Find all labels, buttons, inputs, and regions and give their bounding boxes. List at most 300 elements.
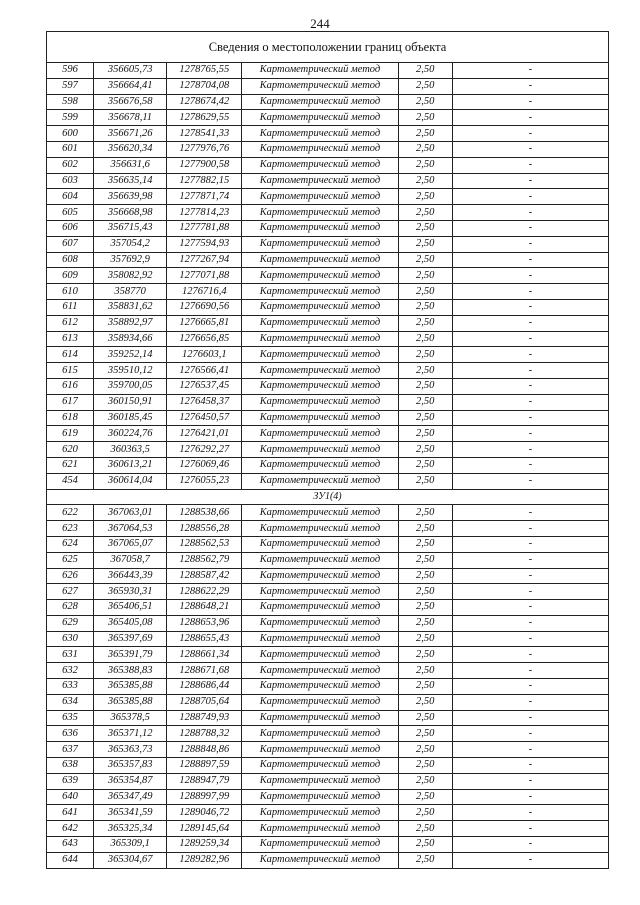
accuracy-cell: 2,50 xyxy=(398,600,452,616)
x-coordinate-cell: 365354,87 xyxy=(94,773,167,789)
x-coordinate-cell: 356631,6 xyxy=(94,157,167,173)
description-cell: - xyxy=(452,742,608,758)
x-coordinate-cell: 356664,41 xyxy=(94,78,167,94)
accuracy-cell: 2,50 xyxy=(398,252,452,268)
table-row xyxy=(47,426,609,442)
method-cell: Картометрический метод xyxy=(242,173,398,189)
y-coordinate-cell: 1288997,99 xyxy=(167,789,242,805)
accuracy-cell: 2,50 xyxy=(398,821,452,837)
method-cell: Картометрический метод xyxy=(242,584,398,600)
table-row xyxy=(47,315,609,331)
x-coordinate-cell: 365309,1 xyxy=(94,837,167,853)
description-cell: - xyxy=(452,220,608,236)
point-number-cell: 641 xyxy=(47,805,94,821)
method-cell: Картометрический метод xyxy=(242,189,398,205)
description-cell: - xyxy=(452,236,608,252)
description-cell: - xyxy=(452,63,608,79)
point-number-cell: 629 xyxy=(47,615,94,631)
x-coordinate-cell: 356678,11 xyxy=(94,110,167,126)
table-row xyxy=(47,536,609,552)
accuracy-cell: 2,50 xyxy=(398,521,452,537)
y-coordinate-cell: 1288705,64 xyxy=(167,694,242,710)
point-number-cell: 619 xyxy=(47,426,94,442)
point-number-cell: 610 xyxy=(47,284,94,300)
description-cell: - xyxy=(452,805,608,821)
method-cell: Картометрический метод xyxy=(242,536,398,552)
y-coordinate-cell: 1289145,64 xyxy=(167,821,242,837)
x-coordinate-cell: 365357,83 xyxy=(94,758,167,774)
table-row xyxy=(47,789,609,805)
table-row xyxy=(47,837,609,853)
method-cell: Картометрический метод xyxy=(242,236,398,252)
x-coordinate-cell: 365363,73 xyxy=(94,742,167,758)
table-row xyxy=(47,821,609,837)
method-cell: Картометрический метод xyxy=(242,394,398,410)
table-row xyxy=(47,126,609,142)
method-cell: Картометрический метод xyxy=(242,157,398,173)
description-cell: - xyxy=(452,631,608,647)
method-cell: Картометрический метод xyxy=(242,773,398,789)
description-cell: - xyxy=(452,347,608,363)
method-cell: Картометрический метод xyxy=(242,647,398,663)
accuracy-cell: 2,50 xyxy=(398,157,452,173)
point-number-cell: 609 xyxy=(47,268,94,284)
point-number-cell: 597 xyxy=(47,78,94,94)
method-cell: Картометрический метод xyxy=(242,726,398,742)
point-number-cell: 638 xyxy=(47,758,94,774)
y-coordinate-cell: 1276690,56 xyxy=(167,299,242,315)
table-row xyxy=(47,505,609,521)
method-cell: Картометрический метод xyxy=(242,141,398,157)
accuracy-cell: 2,50 xyxy=(398,536,452,552)
x-coordinate-cell: 365371,12 xyxy=(94,726,167,742)
accuracy-cell: 2,50 xyxy=(398,94,452,110)
point-number-cell: 623 xyxy=(47,521,94,537)
x-coordinate-cell: 360614,04 xyxy=(94,473,167,489)
method-cell: Картометрический метод xyxy=(242,805,398,821)
x-coordinate-cell: 356668,98 xyxy=(94,205,167,221)
accuracy-cell: 2,50 xyxy=(398,615,452,631)
section-row xyxy=(47,489,609,505)
table-row xyxy=(47,347,609,363)
y-coordinate-cell: 1277267,94 xyxy=(167,252,242,268)
description-cell: - xyxy=(452,473,608,489)
page-number: 244 xyxy=(310,16,330,31)
description-cell: - xyxy=(452,821,608,837)
point-number-cell: 616 xyxy=(47,378,94,394)
accuracy-cell: 2,50 xyxy=(398,347,452,363)
point-number-cell: 601 xyxy=(47,141,94,157)
y-coordinate-cell: 1288562,53 xyxy=(167,536,242,552)
accuracy-cell: 2,50 xyxy=(398,710,452,726)
accuracy-cell: 2,50 xyxy=(398,647,452,663)
point-number-cell: 621 xyxy=(47,457,94,473)
boundary-coordinates-table xyxy=(46,31,609,869)
point-number-cell: 604 xyxy=(47,189,94,205)
y-coordinate-cell: 1276069,46 xyxy=(167,457,242,473)
table-row xyxy=(47,173,609,189)
accuracy-cell: 2,50 xyxy=(398,505,452,521)
method-cell: Картометрический метод xyxy=(242,78,398,94)
x-coordinate-cell: 358770 xyxy=(94,284,167,300)
description-cell: - xyxy=(452,758,608,774)
y-coordinate-cell: 1288556,28 xyxy=(167,521,242,537)
method-cell: Картометрический метод xyxy=(242,600,398,616)
table-header-row xyxy=(47,32,609,63)
accuracy-cell: 2,50 xyxy=(398,394,452,410)
x-coordinate-cell: 357054,2 xyxy=(94,236,167,252)
description-cell: - xyxy=(452,315,608,331)
x-coordinate-cell: 356635,14 xyxy=(94,173,167,189)
method-cell: Картометрический метод xyxy=(242,615,398,631)
method-cell: Картометрический метод xyxy=(242,821,398,837)
description-cell: - xyxy=(452,299,608,315)
x-coordinate-cell: 359252,14 xyxy=(94,347,167,363)
point-number-cell: 598 xyxy=(47,94,94,110)
method-cell: Картометрический метод xyxy=(242,852,398,868)
accuracy-cell: 2,50 xyxy=(398,78,452,94)
point-number-cell: 599 xyxy=(47,110,94,126)
x-coordinate-cell: 356639,98 xyxy=(94,189,167,205)
description-cell: - xyxy=(452,410,608,426)
accuracy-cell: 2,50 xyxy=(398,378,452,394)
x-coordinate-cell: 365347,49 xyxy=(94,789,167,805)
accuracy-cell: 2,50 xyxy=(398,742,452,758)
y-coordinate-cell: 1288897,59 xyxy=(167,758,242,774)
method-cell: Картометрический метод xyxy=(242,378,398,394)
accuracy-cell: 2,50 xyxy=(398,758,452,774)
description-cell: - xyxy=(452,837,608,853)
description-cell: - xyxy=(452,141,608,157)
method-cell: Картометрический метод xyxy=(242,410,398,426)
accuracy-cell: 2,50 xyxy=(398,315,452,331)
method-cell: Картометрический метод xyxy=(242,268,398,284)
y-coordinate-cell: 1276603,1 xyxy=(167,347,242,363)
x-coordinate-cell: 365406,51 xyxy=(94,600,167,616)
description-cell: - xyxy=(452,331,608,347)
y-coordinate-cell: 1289259,34 xyxy=(167,837,242,853)
x-coordinate-cell: 356715,43 xyxy=(94,220,167,236)
point-number-cell: 631 xyxy=(47,647,94,663)
y-coordinate-cell: 1288848,86 xyxy=(167,742,242,758)
method-cell: Картометрический метод xyxy=(242,331,398,347)
point-number-cell: 626 xyxy=(47,568,94,584)
accuracy-cell: 2,50 xyxy=(398,837,452,853)
description-cell: - xyxy=(452,505,608,521)
table-row xyxy=(47,331,609,347)
description-cell: - xyxy=(452,173,608,189)
table-row xyxy=(47,268,609,284)
table-row xyxy=(47,141,609,157)
table-row xyxy=(47,647,609,663)
method-cell: Картометрический метод xyxy=(242,505,398,521)
table-row xyxy=(47,679,609,695)
y-coordinate-cell: 1289046,72 xyxy=(167,805,242,821)
x-coordinate-cell: 357692,9 xyxy=(94,252,167,268)
method-cell: Картометрический метод xyxy=(242,521,398,537)
point-number-cell: 596 xyxy=(47,63,94,79)
method-cell: Картометрический метод xyxy=(242,552,398,568)
point-number-cell: 637 xyxy=(47,742,94,758)
accuracy-cell: 2,50 xyxy=(398,205,452,221)
table-row xyxy=(47,284,609,300)
y-coordinate-cell: 1278629,55 xyxy=(167,110,242,126)
table-row xyxy=(47,363,609,379)
table-row xyxy=(47,805,609,821)
y-coordinate-cell: 1276421,01 xyxy=(167,426,242,442)
point-number-cell: 603 xyxy=(47,173,94,189)
y-coordinate-cell: 1277594,93 xyxy=(167,236,242,252)
table-row xyxy=(47,663,609,679)
accuracy-cell: 2,50 xyxy=(398,331,452,347)
point-number-cell: 624 xyxy=(47,536,94,552)
x-coordinate-cell: 365325,34 xyxy=(94,821,167,837)
table-row xyxy=(47,631,609,647)
method-cell: Картометрический метод xyxy=(242,694,398,710)
x-coordinate-cell: 365405,08 xyxy=(94,615,167,631)
table-row xyxy=(47,521,609,537)
table-row xyxy=(47,473,609,489)
table-row xyxy=(47,742,609,758)
point-number-cell: 602 xyxy=(47,157,94,173)
description-cell: - xyxy=(452,600,608,616)
y-coordinate-cell: 1288686,44 xyxy=(167,679,242,695)
method-cell: Картометрический метод xyxy=(242,758,398,774)
table-row xyxy=(47,189,609,205)
description-cell: - xyxy=(452,663,608,679)
table-row xyxy=(47,78,609,94)
x-coordinate-cell: 365385,88 xyxy=(94,679,167,695)
point-number-cell: 633 xyxy=(47,679,94,695)
accuracy-cell: 2,50 xyxy=(398,773,452,789)
accuracy-cell: 2,50 xyxy=(398,63,452,79)
description-cell: - xyxy=(452,726,608,742)
x-coordinate-cell: 360185,45 xyxy=(94,410,167,426)
point-number-cell: 643 xyxy=(47,837,94,853)
description-cell: - xyxy=(452,615,608,631)
x-coordinate-cell: 367064,53 xyxy=(94,521,167,537)
y-coordinate-cell: 1276665,81 xyxy=(167,315,242,331)
y-coordinate-cell: 1277071,88 xyxy=(167,268,242,284)
method-cell: Картометрический метод xyxy=(242,473,398,489)
accuracy-cell: 2,50 xyxy=(398,126,452,142)
table-row xyxy=(47,220,609,236)
description-cell: - xyxy=(452,773,608,789)
description-cell: - xyxy=(452,284,608,300)
table-row xyxy=(47,252,609,268)
accuracy-cell: 2,50 xyxy=(398,189,452,205)
accuracy-cell: 2,50 xyxy=(398,110,452,126)
table-row xyxy=(47,457,609,473)
table-row xyxy=(47,299,609,315)
description-cell: - xyxy=(452,552,608,568)
x-coordinate-cell: 356676,58 xyxy=(94,94,167,110)
point-number-cell: 612 xyxy=(47,315,94,331)
description-cell: - xyxy=(452,536,608,552)
table-row xyxy=(47,773,609,789)
description-cell: - xyxy=(452,426,608,442)
x-coordinate-cell: 356671,26 xyxy=(94,126,167,142)
section-label: ЗУ1(4) xyxy=(47,489,609,505)
description-cell: - xyxy=(452,378,608,394)
description-cell: - xyxy=(452,189,608,205)
y-coordinate-cell: 1289282,96 xyxy=(167,852,242,868)
y-coordinate-cell: 1288587,42 xyxy=(167,568,242,584)
y-coordinate-cell: 1288671,68 xyxy=(167,663,242,679)
table-row xyxy=(47,852,609,868)
description-cell: - xyxy=(452,521,608,537)
x-coordinate-cell: 365391,79 xyxy=(94,647,167,663)
method-cell: Картометрический метод xyxy=(242,347,398,363)
description-cell: - xyxy=(452,852,608,868)
description-cell: - xyxy=(452,568,608,584)
description-cell: - xyxy=(452,584,608,600)
point-number-cell: 635 xyxy=(47,710,94,726)
y-coordinate-cell: 1276656,85 xyxy=(167,331,242,347)
y-coordinate-cell: 1288788,32 xyxy=(167,726,242,742)
y-coordinate-cell: 1278541,33 xyxy=(167,126,242,142)
point-number-cell: 613 xyxy=(47,331,94,347)
x-coordinate-cell: 365341,59 xyxy=(94,805,167,821)
y-coordinate-cell: 1288648,21 xyxy=(167,600,242,616)
point-number-cell: 600 xyxy=(47,126,94,142)
x-coordinate-cell: 367063,01 xyxy=(94,505,167,521)
accuracy-cell: 2,50 xyxy=(398,426,452,442)
table-row xyxy=(47,205,609,221)
accuracy-cell: 2,50 xyxy=(398,236,452,252)
point-number-cell: 632 xyxy=(47,663,94,679)
y-coordinate-cell: 1278674,42 xyxy=(167,94,242,110)
point-number-cell: 617 xyxy=(47,394,94,410)
table-row xyxy=(47,410,609,426)
table-row xyxy=(47,552,609,568)
table-row xyxy=(47,726,609,742)
accuracy-cell: 2,50 xyxy=(398,631,452,647)
y-coordinate-cell: 1277900,58 xyxy=(167,157,242,173)
x-coordinate-cell: 359700,05 xyxy=(94,378,167,394)
x-coordinate-cell: 365385,88 xyxy=(94,694,167,710)
point-number-cell: 634 xyxy=(47,694,94,710)
table-title: Сведения о местоположении границ объекта xyxy=(47,32,609,63)
method-cell: Картометрический метод xyxy=(242,63,398,79)
y-coordinate-cell: 1288661,34 xyxy=(167,647,242,663)
description-cell: - xyxy=(452,205,608,221)
method-cell: Картометрический метод xyxy=(242,710,398,726)
table-row xyxy=(47,110,609,126)
method-cell: Картометрический метод xyxy=(242,742,398,758)
y-coordinate-cell: 1276055,23 xyxy=(167,473,242,489)
method-cell: Картометрический метод xyxy=(242,457,398,473)
description-cell: - xyxy=(452,694,608,710)
point-number-cell: 615 xyxy=(47,363,94,379)
x-coordinate-cell: 360150,91 xyxy=(94,394,167,410)
table-row xyxy=(47,584,609,600)
description-cell: - xyxy=(452,94,608,110)
x-coordinate-cell: 358831,62 xyxy=(94,299,167,315)
accuracy-cell: 2,50 xyxy=(398,726,452,742)
description-cell: - xyxy=(452,457,608,473)
description-cell: - xyxy=(452,647,608,663)
y-coordinate-cell: 1288947,79 xyxy=(167,773,242,789)
y-coordinate-cell: 1288562,79 xyxy=(167,552,242,568)
description-cell: - xyxy=(452,78,608,94)
accuracy-cell: 2,50 xyxy=(398,442,452,458)
y-coordinate-cell: 1277871,74 xyxy=(167,189,242,205)
method-cell: Картометрический метод xyxy=(242,426,398,442)
accuracy-cell: 2,50 xyxy=(398,852,452,868)
point-number-cell: 642 xyxy=(47,821,94,837)
table-row xyxy=(47,394,609,410)
x-coordinate-cell: 367058,7 xyxy=(94,552,167,568)
y-coordinate-cell: 1276450,57 xyxy=(167,410,242,426)
table-row xyxy=(47,378,609,394)
method-cell: Картометрический метод xyxy=(242,315,398,331)
point-number-cell: 628 xyxy=(47,600,94,616)
point-number-cell: 608 xyxy=(47,252,94,268)
method-cell: Картометрический метод xyxy=(242,679,398,695)
method-cell: Картометрический метод xyxy=(242,631,398,647)
method-cell: Картометрический метод xyxy=(242,220,398,236)
method-cell: Картометрический метод xyxy=(242,94,398,110)
accuracy-cell: 2,50 xyxy=(398,284,452,300)
y-coordinate-cell: 1288655,43 xyxy=(167,631,242,647)
method-cell: Картометрический метод xyxy=(242,442,398,458)
accuracy-cell: 2,50 xyxy=(398,363,452,379)
point-number-cell: 611 xyxy=(47,299,94,315)
x-coordinate-cell: 356605,73 xyxy=(94,63,167,79)
table-row xyxy=(47,236,609,252)
point-number-cell: 636 xyxy=(47,726,94,742)
description-cell: - xyxy=(452,710,608,726)
x-coordinate-cell: 366443,39 xyxy=(94,568,167,584)
y-coordinate-cell: 1276716,4 xyxy=(167,284,242,300)
x-coordinate-cell: 356620,34 xyxy=(94,141,167,157)
description-cell: - xyxy=(452,789,608,805)
y-coordinate-cell: 1277781,88 xyxy=(167,220,242,236)
table-row xyxy=(47,710,609,726)
boundary-table-frame xyxy=(46,31,609,869)
y-coordinate-cell: 1276292,27 xyxy=(167,442,242,458)
table-row xyxy=(47,694,609,710)
x-coordinate-cell: 360613,21 xyxy=(94,457,167,473)
description-cell: - xyxy=(452,442,608,458)
x-coordinate-cell: 358934,66 xyxy=(94,331,167,347)
y-coordinate-cell: 1277976,76 xyxy=(167,141,242,157)
y-coordinate-cell: 1288538,66 xyxy=(167,505,242,521)
point-number-cell: 607 xyxy=(47,236,94,252)
method-cell: Картометрический метод xyxy=(242,789,398,805)
table-row xyxy=(47,615,609,631)
point-number-cell: 620 xyxy=(47,442,94,458)
accuracy-cell: 2,50 xyxy=(398,694,452,710)
point-number-cell: 614 xyxy=(47,347,94,363)
table-row xyxy=(47,758,609,774)
table-row xyxy=(47,63,609,79)
y-coordinate-cell: 1288749,93 xyxy=(167,710,242,726)
x-coordinate-cell: 358892,97 xyxy=(94,315,167,331)
point-number-cell: 605 xyxy=(47,205,94,221)
y-coordinate-cell: 1288653,96 xyxy=(167,615,242,631)
accuracy-cell: 2,50 xyxy=(398,220,452,236)
table-row xyxy=(47,94,609,110)
description-cell: - xyxy=(452,363,608,379)
method-cell: Картометрический метод xyxy=(242,252,398,268)
accuracy-cell: 2,50 xyxy=(398,663,452,679)
y-coordinate-cell: 1277882,15 xyxy=(167,173,242,189)
accuracy-cell: 2,50 xyxy=(398,410,452,426)
accuracy-cell: 2,50 xyxy=(398,299,452,315)
point-number-cell: 627 xyxy=(47,584,94,600)
